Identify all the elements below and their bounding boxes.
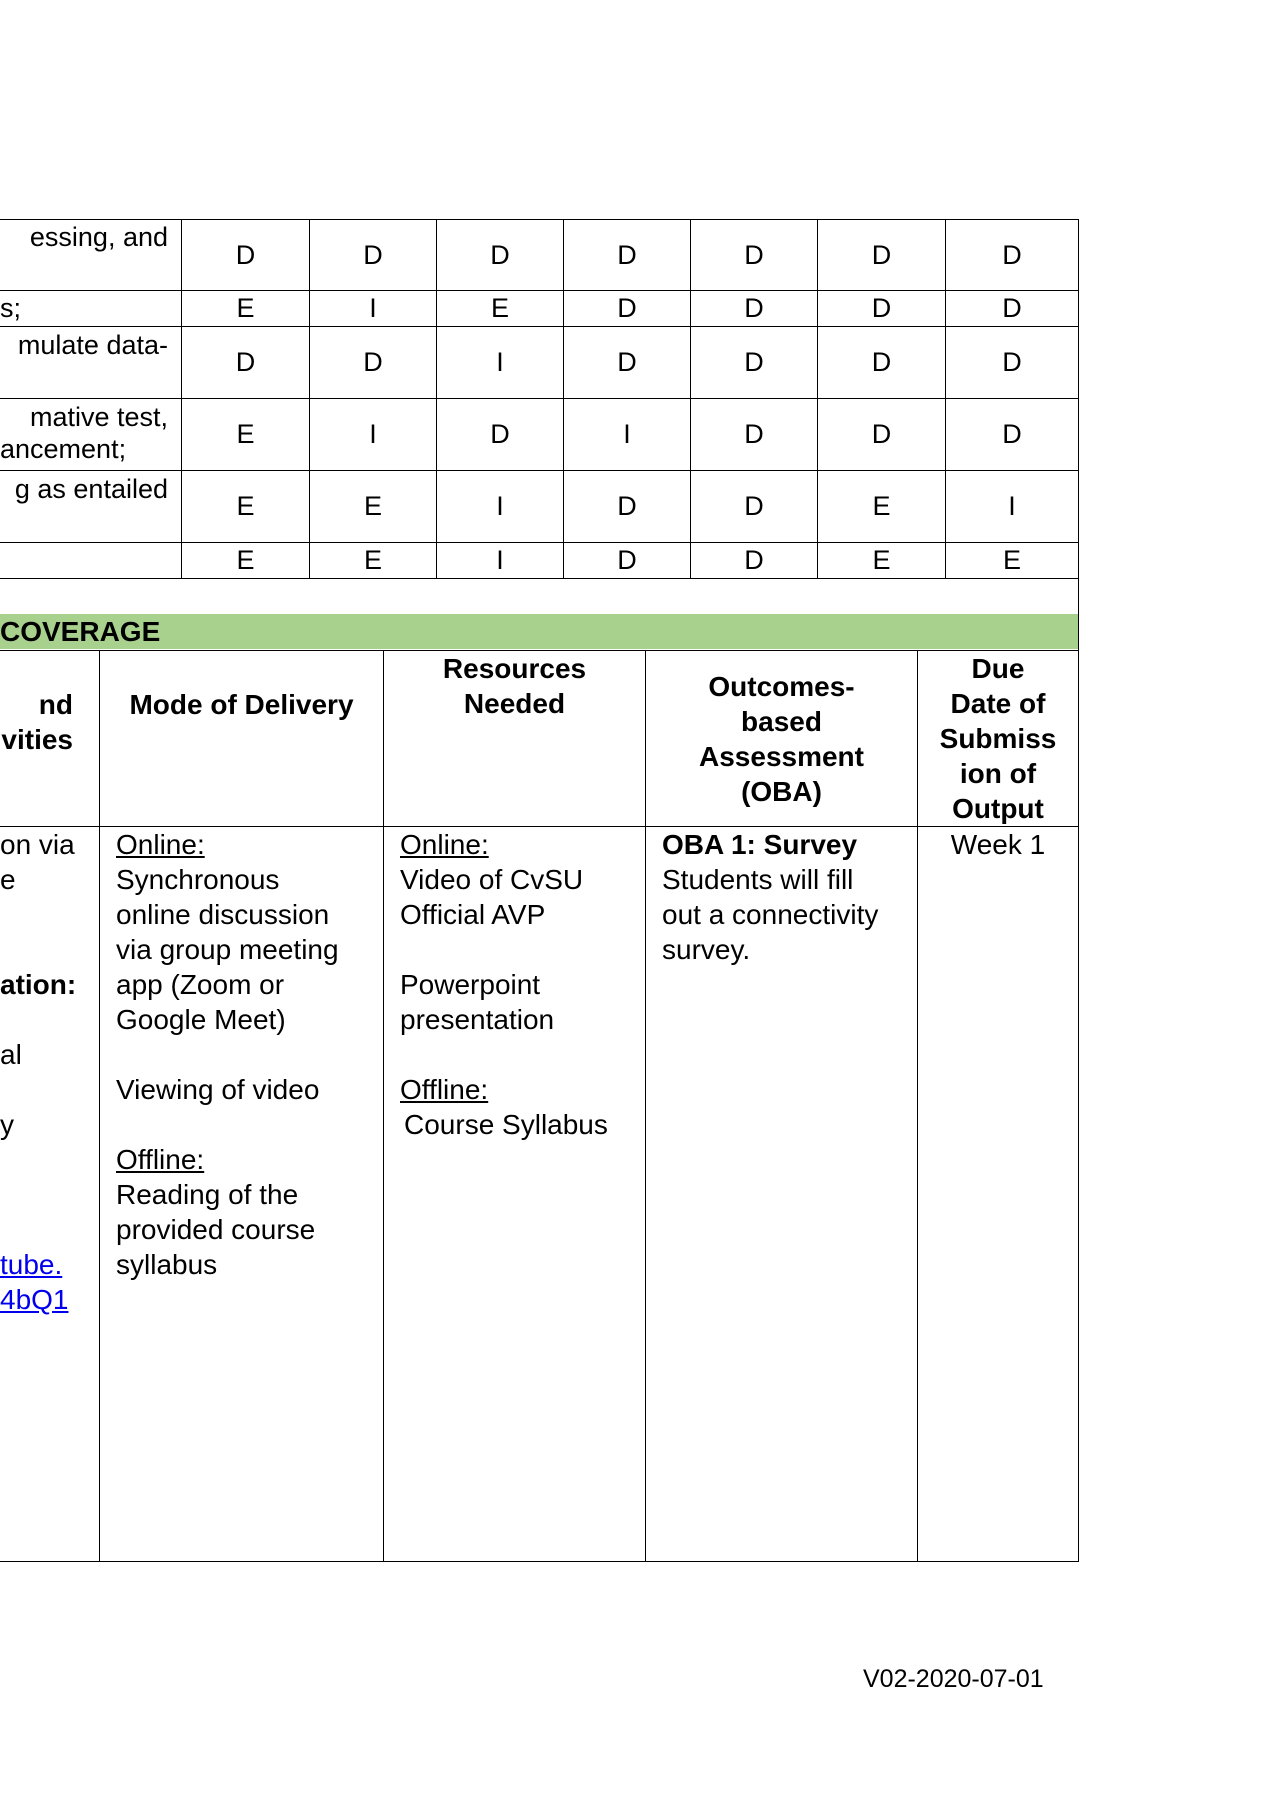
rating-cell: D <box>617 347 637 377</box>
header-oba: Outcomes- based Assessment (OBA) <box>699 671 864 807</box>
rating-cell: D <box>871 239 892 270</box>
rating-cell: E <box>363 545 382 575</box>
rating-cell: D <box>490 239 510 270</box>
rating-cell: D <box>744 347 764 377</box>
row-label: ancement; <box>0 434 127 464</box>
rating-cell: D <box>744 239 764 270</box>
header-mode-of-delivery: Mode of Delivery <box>129 689 354 720</box>
rating-cell: E <box>236 545 255 575</box>
rating-cell: D <box>617 239 637 270</box>
row-label: s; <box>0 293 22 323</box>
rating-cell: D <box>490 419 510 449</box>
rating-cell: D <box>871 347 892 377</box>
rating-cell: D <box>235 347 256 377</box>
rating-cell: I <box>1008 491 1016 521</box>
row-label: mulate data- <box>17 330 168 360</box>
rating-cell: D <box>617 293 637 323</box>
rating-cell: E <box>1002 545 1021 575</box>
rating-cell: D <box>744 545 764 575</box>
mode-of-delivery-cell: Online: Synchronous online discussion via group meeting app (Zoom or Google Meet) Viewing of video Offline: Reading of the provided course syllabus <box>116 829 339 1280</box>
rating-cell: I <box>496 491 504 521</box>
rating-cell: D <box>1002 419 1022 449</box>
rating-cell: E <box>236 419 255 449</box>
rating-cell: D <box>744 293 764 323</box>
rating-cell: D <box>617 491 637 521</box>
rating-cell: I <box>369 293 377 323</box>
rating-cell: I <box>369 419 377 449</box>
video-link[interactable]: 4bQ1 <box>0 1284 69 1315</box>
rating-cell: D <box>235 239 256 270</box>
document-version: V02-2020-07-01 <box>863 1665 1044 1693</box>
row-label: g as entailed <box>14 474 168 504</box>
header-activities: nd vities <box>1 689 73 755</box>
rating-cell: D <box>363 347 383 377</box>
rating-cell: I <box>496 545 504 575</box>
rating-cell: D <box>617 545 637 575</box>
coverage-banner: COVERAGE <box>0 614 1078 649</box>
video-link[interactable]: tube. <box>0 1249 63 1280</box>
activities-cell: on via e ation: al y tube. 4bQ1 <box>0 827 90 1317</box>
header-resources-needed: Resources Needed <box>442 653 587 719</box>
rating-cell: D <box>363 239 383 270</box>
rating-cell: D <box>1002 239 1022 270</box>
due-date-cell: Week 1 <box>950 829 1046 860</box>
rating-cell: D <box>1002 293 1022 323</box>
rating-cell: D <box>871 293 892 323</box>
rating-cell: D <box>744 491 764 521</box>
row-label: essing, and <box>29 222 168 252</box>
rating-cell: D <box>1002 347 1022 377</box>
header-due-date: Due Date of Submiss ion of Output <box>939 653 1057 824</box>
resources-cell: Online: Video of CvSU Official AVP Powerpoint presentation Offline: Course Syllabus <box>400 829 608 1140</box>
rating-cell: E <box>236 491 255 521</box>
rating-cell: E <box>363 491 382 521</box>
rating-cell: D <box>744 419 764 449</box>
rating-cell: I <box>623 419 631 449</box>
row-label: mative test, <box>29 402 168 432</box>
oba-cell: OBA 1: Survey Students will fill out a connectivity survey. <box>662 829 879 965</box>
rating-cell: E <box>490 293 509 323</box>
rating-cell: E <box>872 491 891 521</box>
rating-cell: I <box>496 347 504 377</box>
rating-cell: D <box>871 419 892 449</box>
rating-cell: E <box>236 293 255 323</box>
rating-cell: E <box>872 545 891 575</box>
